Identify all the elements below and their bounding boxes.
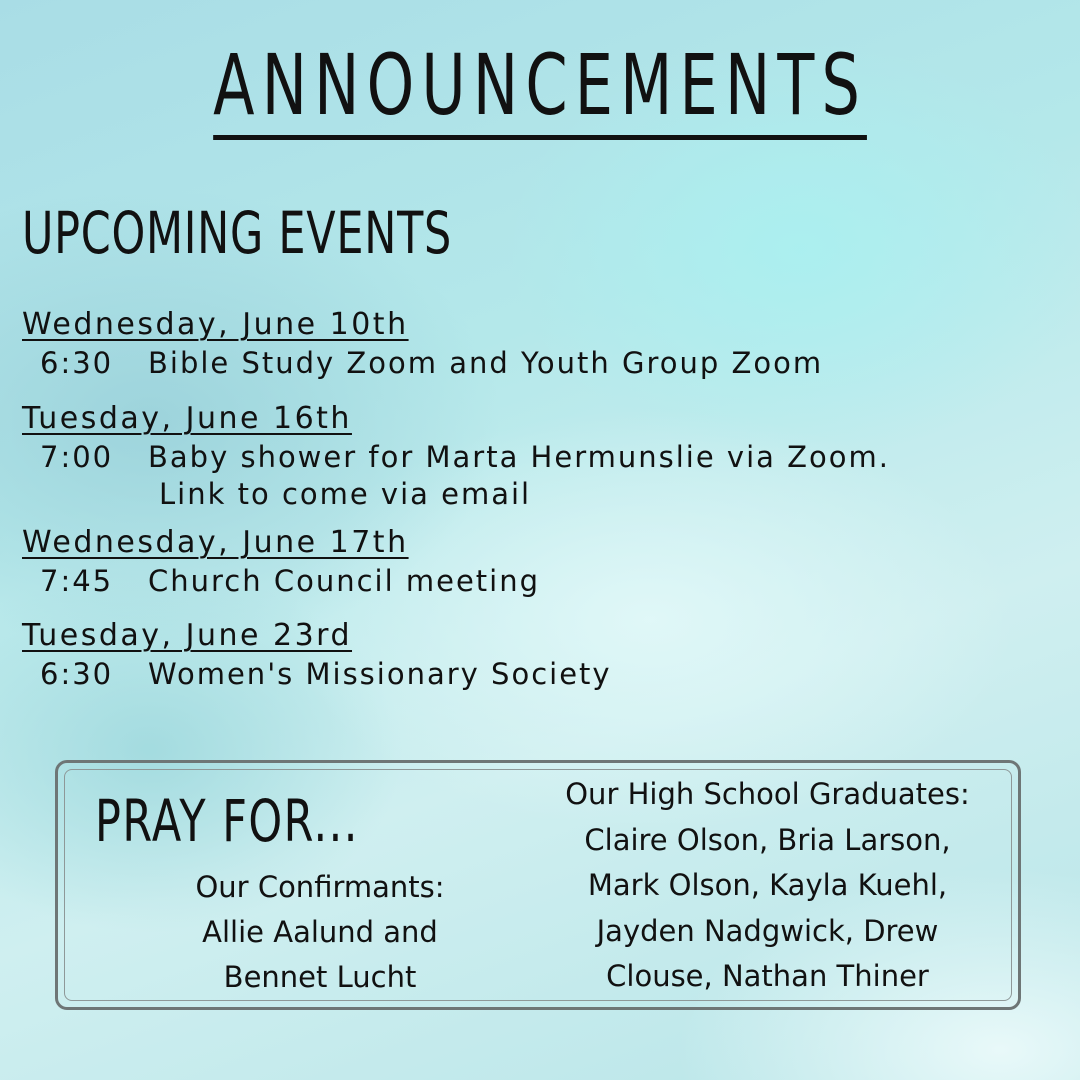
event-line xyxy=(22,345,1022,382)
confirmands-line: Our Confirmants: xyxy=(195,870,445,904)
pray-for-heading: PRAY FOR... xyxy=(95,787,359,855)
event-line xyxy=(22,439,1022,476)
event-date: Tuesday, June 16th xyxy=(22,401,352,436)
event-date: Wednesday, June 17th xyxy=(22,525,409,560)
confirmands-text xyxy=(165,865,475,1000)
event-description-continued: Link to come via email xyxy=(159,477,532,511)
graduates-line: Clouse, Nathan Thiner xyxy=(606,959,929,993)
graduates-text xyxy=(535,772,1000,1000)
event-time: 6:30 xyxy=(40,346,114,380)
event-time: 7:00 xyxy=(40,440,114,474)
event-date: Wednesday, June 10th xyxy=(22,307,409,342)
event-time: 7:45 xyxy=(40,564,114,598)
event-date: Tuesday, June 23rd xyxy=(22,618,353,653)
event-time: 6:30 xyxy=(40,657,114,691)
upcoming-events-heading: UPCOMING EVENTS xyxy=(22,199,453,267)
event-line xyxy=(22,563,1022,600)
graduates-line: Jayden Nadgwick, Drew xyxy=(596,913,939,948)
event-description: Baby shower for Marta Hermunslie via Zoom. xyxy=(148,440,890,474)
announcements-title-block xyxy=(0,36,1080,140)
event-item xyxy=(22,399,1022,513)
event-description: Church Council meeting xyxy=(148,564,541,598)
events-list xyxy=(22,305,1022,693)
graduates-line: Mark Olson, Kayla Kuehl, xyxy=(587,868,948,902)
event-item xyxy=(22,523,1022,600)
page-title: ANNOUNCEMENTS xyxy=(213,40,867,140)
event-item xyxy=(22,616,1022,693)
event-line xyxy=(22,656,1022,693)
confirmands-line: Bennet Lucht xyxy=(223,960,417,994)
graduates-line: Our High School Graduates: xyxy=(565,777,970,811)
event-description: Women's Missionary Society xyxy=(148,657,612,691)
event-item xyxy=(22,305,1022,382)
confirmands-line: Allie Aalund and xyxy=(202,915,438,949)
event-description: Bible Study Zoom and Youth Group Zoom xyxy=(148,346,824,380)
graduates-line: Claire Olson, Bria Larson, xyxy=(584,822,951,857)
